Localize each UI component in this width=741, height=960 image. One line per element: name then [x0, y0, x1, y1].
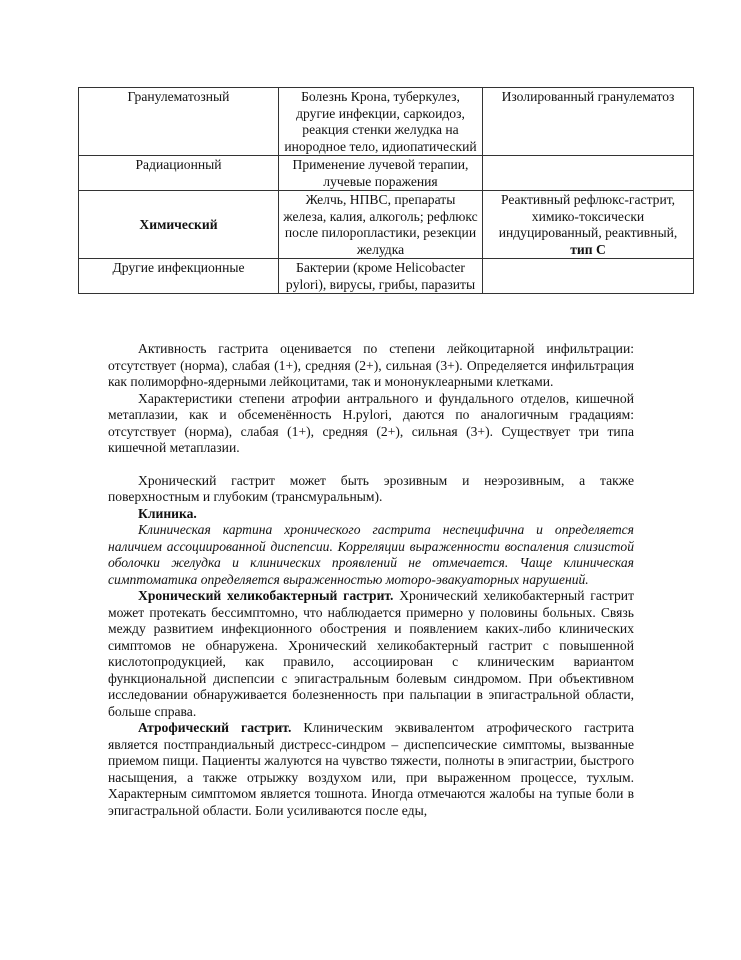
table-cell-causes: Применение лучевой терапии, лучевые поражения — [279, 156, 483, 191]
table-row — [79, 156, 694, 191]
section-heading-clinic: Клиника. — [138, 505, 197, 521]
table-row — [79, 191, 694, 259]
paragraph-activity: Активность гастрита оценивается по степени лейкоцитарной инфильтрации: отсутствует (норма), слабая (1+), средняя (2+), сильная (3+). Определяется инфильтрация как полиморфно-ядерными лейкоцитами, так и мононуклеарными клетками. — [108, 341, 634, 389]
paragraph-clinic: Клиническая картина хронического гастрита неспецифична и определяется наличием ассоциированной диспепсии. Корреляции выраженности воспаления слизистой оболочки желудка и клинических проявлений не отмечается. Чаще клиническая симптоматика определяется выраженностью моторо-эвакуаторных нарушений. — [108, 522, 634, 587]
synonyms-bold-text: тип С — [570, 241, 606, 257]
paragraph-atrophic-text: Клиническим эквивалентом атрофического гастрита является постпрандиальный дистресс-синдром – диспепсические симптомы, вызванные приемом пищи. Пациенты жалуются на чувство тяжести, полноты в эпигастрии, быстрого насыщения, а также отрыжку воздухом или, при выраженном процессе, тухлым. Характерным симптомом является тошнота. Иногда отмечаются жалобы на тупые боли в эпигастральной области. Боли усиливаются после еды, — [108, 720, 634, 818]
paragraph-atrophy: Характеристики степени атрофии антрального и фундального отделов, кишечной метаплазии, как и обсеменённость H.pylori, даются по аналогичным градациям: отсутствует (норма), слабая (1+), средняя (2+), сильная (3+). Существует три типа кишечной метаплазии. — [108, 390, 634, 455]
table-cell-synonyms — [483, 259, 694, 294]
paragraph-atrophic — [108, 720, 634, 819]
paragraph-helicobacter-text: Хронический хеликобактерный гастрит может протекать бессимптомно, что наблюдается примерно у половины больных. Связь между развитием инфекционного обострения и появлением каких-либо клинических симптомов не обнаружена. Хронический хеликобактерный гастрит с повышенной кислотопродукцией, как правило, ассоциирован с клиническим вариантом функциональной диспепсии с эпигастральным болевым синдромом. При объективном исследовании обнаруживается болезненность при пальпации в эпигастральной области, больше справа. — [108, 588, 635, 719]
table-cell-type: Другие инфекционные — [79, 259, 279, 294]
table-cell-type: Радиационный — [79, 156, 279, 191]
table-cell-type: Химический — [79, 191, 279, 259]
body-text — [108, 341, 634, 819]
table-cell-type: Гранулематозный — [79, 88, 279, 156]
table-row — [79, 88, 694, 156]
paragraph-helicobacter — [108, 588, 634, 720]
table-cell-causes: Желчь, НПВС, препараты железа, калия, алкоголь; рефлюкс после пилоропластики, резекции желудка — [279, 191, 483, 259]
table-cell-causes: Бактерии (кроме Helicobacter pylori), вирусы, грибы, паразиты — [279, 259, 483, 294]
paragraph-helicobacter-title: Хронический хеликобактерный гастрит. — [138, 588, 394, 603]
table-cell-synonyms: Изолированный гранулематоз — [483, 88, 694, 156]
paragraph-erosive: Хронический гастрит может быть эрозивным и неэрозивным, а также поверхностным и глубоким (трансмуральным). — [108, 472, 634, 504]
table-row — [79, 259, 694, 294]
gastritis-classification-table — [78, 87, 694, 294]
table-cell-synonyms — [483, 156, 694, 191]
table-cell-causes: Болезнь Крона, туберкулез, другие инфекции, саркоидоз, реакция стенки желудка на инородное тело, идиопатический — [279, 88, 483, 156]
paragraph-atrophic-title: Атрофический гастрит. — [138, 720, 292, 735]
synonyms-text: Реактивный рефлюкс-гастрит, химико-токсически индуцированный, реактивный, — [498, 192, 678, 240]
table-cell-synonyms — [483, 191, 694, 259]
